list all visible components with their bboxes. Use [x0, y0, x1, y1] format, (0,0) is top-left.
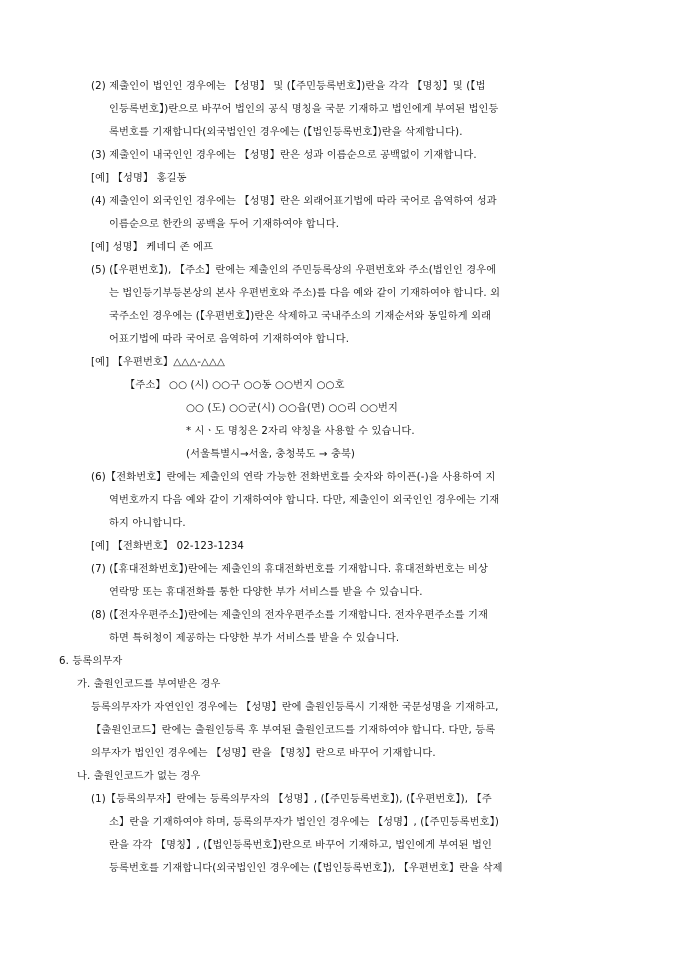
item-6-line-2: 역번호까지 다음 예와 같이 기재하여야 합니다. 다만, 제출인이 외국인인 경우에는 기재	[109, 495, 500, 506]
subsection-ga-line-3: 의무자가 법인인 경우에는 【성명】란을 【명칭】란으로 바꾸어 기재합니다.	[91, 748, 436, 759]
item-8-line-2: 하면 특허청이 제공하는 다양한 부가 서비스를 받을 수 있습니다.	[109, 633, 400, 644]
subsection-na-item-1-line-1: (1)【등록의무자】란에는 등록의무자의 【성명】, (【주민등록번호】), (【우편번호】), 【주	[91, 794, 492, 805]
subsection-na-item-1-line-3: 란을 각각 【명칭】, (【법인등록번호】)란으로 바꾸어 기재하고, 법인에게 부여된 법인	[109, 840, 493, 851]
section-6-heading: 6. 등록의무자	[59, 656, 123, 667]
item-3-line-1: (3) 제출인이 내국인인 경우에는 【성명】란은 성과 이름순으로 공백없이 기재합니다.	[91, 150, 477, 161]
item-6-line-1: (6)【전화번호】란에는 제출인의 연락 가능한 전화번호를 숫자와 하이픈(-)을 사용하여 지	[91, 472, 496, 483]
subsection-na-item-1-line-2: 소】란을 기재하여야 하며, 등록의무자가 법인인 경우에는 【성명】, (【주민등록번호】)	[109, 817, 499, 828]
address-note-example: (서울특별시→서울, 충청북도 → 충북)	[186, 449, 356, 460]
item-5-line-2: 는 법인등기부등본상의 본사 우편번호와 주소)를 다음 예와 같이 기재하여야 합니다. 외	[109, 288, 501, 299]
item-4-line-1: (4) 제출인이 외국인인 경우에는 【성명】란은 외래어표기법에 따라 국어로 음역하여 성과	[91, 196, 497, 207]
item-4-line-2: 이름순으로 한칸의 공백을 두어 기재하여야 합니다.	[109, 219, 340, 230]
subsection-ga-line-2: 【출원인코드】란에는 출원인등록 후 부여된 출원인코드를 기재하여야 합니다. 다만, 등록	[91, 725, 496, 736]
subsection-na-item-1-line-4: 등록번호를 기재합니다(외국법인인 경우에는 (【법인등록번호】), 【우편번호】란을 삭제	[109, 863, 503, 874]
item-5-line-1: (5) (【우편번호】), 【주소】란에는 제출인의 주민등록상의 우편번호와 주소(법인인 경우에	[91, 265, 497, 276]
item-2-line-2: 인등록번호】)란으로 바꾸어 법인의 공식 명칭을 국문 기재하고 법인에게 부여된 법인등	[109, 104, 499, 115]
example-phone: [예] 【전화번호】 02-123-1234	[91, 541, 244, 552]
subsection-ga-heading: 가. 출원인코드를 부여받은 경우	[77, 679, 221, 690]
example-postal-code: [예] 【우편번호】△△△-△△△	[91, 357, 226, 368]
item-8-line-1: (8) (【전자우편주소】)란에는 제출인의 전자우편주소를 기재합니다. 전자우편주소를 기재	[91, 610, 489, 621]
example-address-line-2: ○○ (도) ○○군(시) ○○읍(면) ○○리 ○○번지	[186, 403, 399, 414]
item-2-line-1: (2) 제출인이 법인인 경우에는 【성명】 및 (【주민등록번호】)란을 각각 【명칭】및 (【법	[91, 81, 486, 92]
item-5-line-4: 어표기법에 따라 국어로 음역하여 기재하여야 합니다.	[109, 334, 350, 345]
item-7-line-2: 연락망 또는 휴대전화를 통한 다양한 부가 서비스를 받을 수 있습니다.	[109, 587, 423, 598]
example-name: [예] 【성명】 홍길동	[91, 173, 187, 184]
item-6-line-3: 하지 아니합니다.	[109, 518, 186, 529]
example-foreign-name: [예] 성명】 케네디 존 에프	[91, 242, 214, 253]
subsection-na-heading: 나. 출원인코드가 없는 경우	[77, 771, 201, 782]
item-2-line-3: 록번호를 기재합니다(외국법인인 경우에는 (【법인등록번호】)란을 삭제합니다).	[109, 127, 463, 138]
subsection-ga-line-1: 등록의무자가 자연인인 경우에는 【성명】란에 출원인등록시 기재한 국문성명을 기재하고,	[91, 702, 499, 713]
example-address-line-1: 【주소】 ○○ (시) ○○구 ○○동 ○○번지 ○○호	[125, 380, 345, 391]
address-note: * 시ㆍ도 명칭은 2자리 약칭을 사용할 수 있습니다.	[186, 426, 415, 437]
item-5-line-3: 국주소인 경우에는 (【우편번호】)란은 삭제하고 국내주소의 기재순서와 동일하게 외래	[109, 311, 492, 322]
item-7-line-1: (7) (【휴대전화번호】)란에는 제출인의 휴대전화번호를 기재합니다. 휴대전화번호는 비상	[91, 564, 489, 575]
